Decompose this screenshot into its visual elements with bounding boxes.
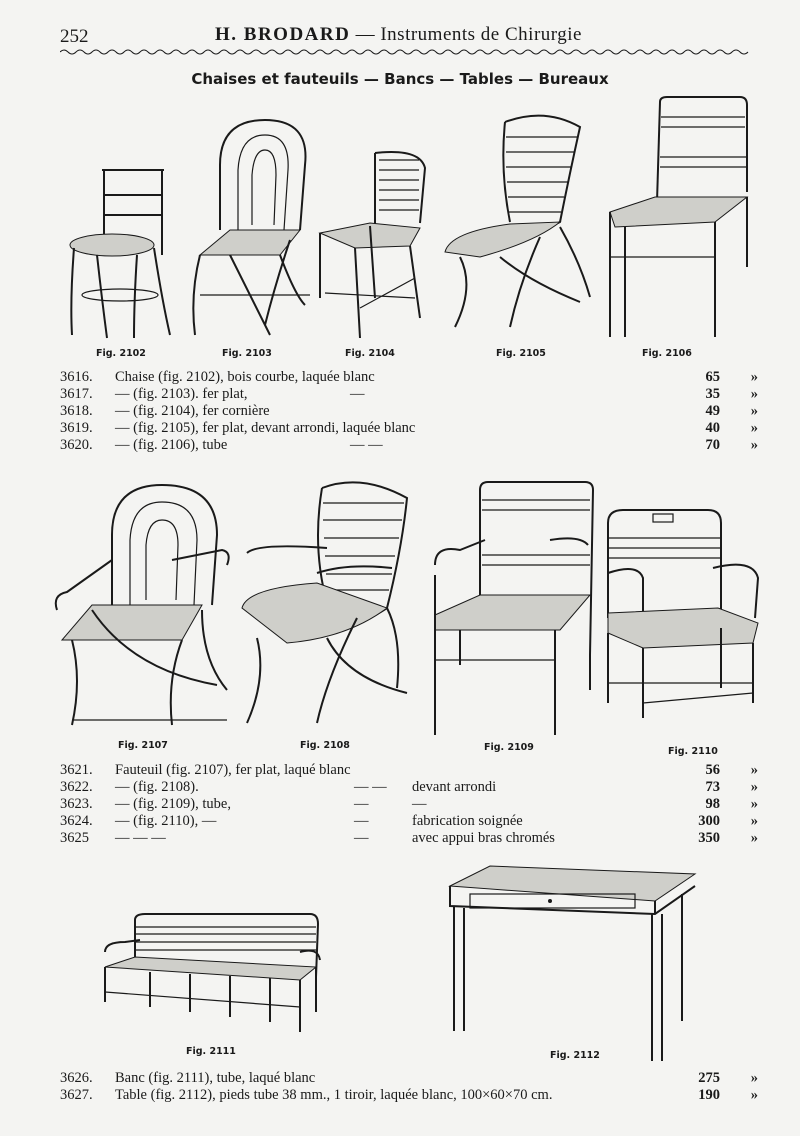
caption-fig-2108: Fig. 2108 (300, 740, 350, 751)
price-cents-mark: » (750, 1070, 758, 1086)
item-price: 40 (705, 420, 720, 436)
armchair-figure-2110 (603, 508, 763, 728)
item-description: Banc (fig. 2111), tube, laqué blanc (115, 1070, 316, 1086)
item-description: — (fig. 2103). fer plat, (115, 386, 248, 402)
header-section: Instruments de Chirurgie (380, 24, 582, 45)
item-variant: — (412, 796, 427, 812)
item-description: — (fig. 2110), — (115, 813, 217, 829)
item-reference: 3616. (60, 369, 93, 385)
item-price: 190 (698, 1087, 720, 1103)
item-description: — (fig. 2108). (115, 779, 199, 795)
item-reference: 3620. (60, 437, 93, 453)
price-cents-mark: » (750, 437, 758, 453)
bench-figure-2111 (100, 912, 325, 1042)
caption-fig-2109: Fig. 2109 (484, 742, 534, 753)
caption-fig-2104: Fig. 2104 (345, 348, 395, 359)
price-cents-mark: » (750, 420, 758, 436)
item-ditto-marks: — — (354, 779, 387, 795)
item-ditto-marks: — (354, 830, 369, 846)
caption-fig-2103: Fig. 2103 (222, 348, 272, 359)
price-row (60, 779, 760, 797)
price-cents-mark: » (750, 830, 758, 846)
item-reference: 3626. (60, 1070, 93, 1086)
price-cents-mark: » (750, 403, 758, 419)
price-cents-mark: » (750, 762, 758, 778)
caption-fig-2105: Fig. 2105 (496, 348, 546, 359)
item-ditto-marks: — (350, 386, 365, 402)
item-description: — (fig. 2106), tube (115, 437, 228, 453)
section-subtitle: Chaises et fauteuils — Bancs — Tables — Bureaux (191, 70, 609, 88)
price-cents-mark: » (750, 386, 758, 402)
item-price: 35 (705, 386, 720, 402)
caption-fig-2102: Fig. 2102 (96, 348, 146, 359)
price-cents-mark: » (750, 779, 758, 795)
price-cents-mark: » (750, 1087, 758, 1103)
caption-fig-2110: Fig. 2110 (668, 746, 718, 757)
item-price: 73 (705, 779, 720, 795)
caption-fig-2107: Fig. 2107 (118, 740, 168, 751)
armchair-figure-2109 (430, 480, 600, 745)
price-cents-mark: » (750, 369, 758, 385)
page-number: 252 (60, 26, 89, 47)
item-reference: 3625 (60, 830, 89, 846)
item-reference: 3617. (60, 386, 93, 402)
price-row (60, 813, 760, 831)
price-row (60, 1070, 760, 1088)
price-cents-mark: » (750, 813, 758, 829)
item-price: 350 (698, 830, 720, 846)
caption-fig-2112: Fig. 2112 (550, 1050, 600, 1061)
price-row (60, 762, 760, 780)
chair-figure-2104 (315, 148, 435, 348)
item-variant: devant arrondi (412, 779, 497, 795)
item-description: — (fig. 2109), tube, (115, 796, 231, 812)
price-row (60, 369, 760, 387)
price-row (60, 796, 760, 814)
caption-fig-2111: Fig. 2111 (186, 1046, 236, 1057)
item-variant: fabrication soignée (412, 813, 523, 829)
armchair-figure-2108 (237, 478, 412, 738)
chair-figure-2102 (62, 160, 177, 350)
item-reference: 3618. (60, 403, 93, 419)
armchair-figure-2107 (52, 480, 237, 740)
header-title (215, 24, 582, 46)
item-description: — — — (115, 830, 166, 846)
item-price: 70 (705, 437, 720, 453)
item-ditto-marks: — (354, 813, 369, 829)
table-figure-2112 (450, 866, 695, 1071)
item-price: 98 (705, 796, 720, 812)
item-price: 65 (705, 369, 720, 385)
item-price: 49 (705, 403, 720, 419)
price-row (60, 437, 760, 455)
item-description: — (fig. 2104), fer cornière (115, 403, 270, 419)
item-price: 275 (698, 1070, 720, 1086)
item-reference: 3622. (60, 779, 93, 795)
price-row (60, 1087, 760, 1105)
item-ditto-marks: — (354, 796, 369, 812)
item-price: 56 (705, 762, 720, 778)
item-reference: 3623. (60, 796, 93, 812)
item-description: Fauteuil (fig. 2107), fer plat, laqué blanc (115, 762, 351, 778)
header-dash: — (355, 24, 376, 45)
item-reference: 3621. (60, 762, 93, 778)
item-description: Table (fig. 2112), pieds tube 38 mm., 1 tiroir, laquée blanc, 100×60×70 cm. (115, 1087, 553, 1103)
item-reference: 3627. (60, 1087, 93, 1103)
price-cents-mark: » (750, 796, 758, 812)
chair-figure-2105 (440, 112, 595, 337)
item-price: 300 (698, 813, 720, 829)
chair-figure-2106 (605, 97, 755, 347)
price-row (60, 830, 760, 848)
header-brand: H. BRODARD (215, 24, 351, 45)
chair-figure-2103 (180, 115, 315, 345)
header-wavy-rule (60, 48, 750, 58)
item-reference: 3624. (60, 813, 93, 829)
caption-fig-2106: Fig. 2106 (642, 348, 692, 359)
item-description: Chaise (fig. 2102), bois courbe, laquée blanc (115, 369, 375, 385)
price-row (60, 420, 760, 438)
item-description: — (fig. 2105), fer plat, devant arrondi, laquée blanc (115, 420, 416, 436)
item-variant: avec appui bras chromés (412, 830, 555, 846)
item-ditto-marks: — — (350, 437, 383, 453)
price-row (60, 386, 760, 404)
item-reference: 3619. (60, 420, 93, 436)
price-row (60, 403, 760, 421)
